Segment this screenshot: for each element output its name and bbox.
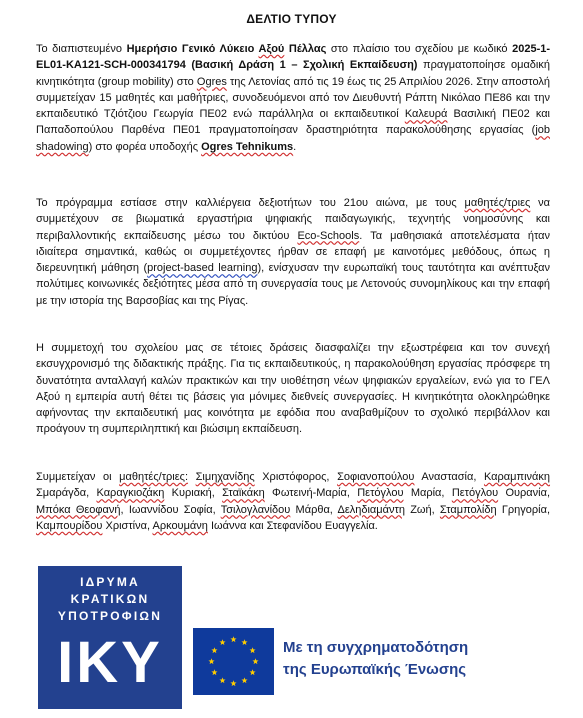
participant-rest: Μαρία,	[403, 487, 452, 500]
iky-line3: ΥΠΟΤΡΟΦΙΩΝ	[57, 609, 163, 623]
text: να συμμετέχουν σε βιωματικά εργαστήρια ψηφιακής παιδαγωγικής, τεχνητής νοημοσύνης και περιβαλλοντικής εκπαίδευσης μέσω του δικτύου	[36, 197, 550, 242]
iky-logo	[38, 566, 182, 709]
participant-surname: Σταμπολίδη	[439, 503, 497, 516]
participant-surname: Τσιλογλανίδου	[220, 503, 291, 516]
participant-surname: Καραγκιοζάκη	[96, 487, 165, 500]
text: Ogres	[196, 75, 227, 88]
text: Πέλλας	[284, 43, 327, 55]
text: Καλευρά	[404, 108, 448, 121]
participant-surname: Δεληδιαμάντη	[337, 503, 405, 516]
project-code: 2025-1-EL01-KA121-SCH-000341794 (Βασική Δράση 1 – Σχολική Εκπαίδευση)	[36, 43, 551, 72]
text: job shadowing	[36, 124, 550, 153]
participant-rest: Ζωή,	[404, 503, 440, 516]
participant-surname: Σταϊκάκη	[222, 487, 265, 500]
text: της Λετονίας από τις 19 έως τις 25 Απριλίου 2026. Στην αποστολή συμμετείχαν 15 μαθητές και μαθήτριες, συνοδευόμενοι από τον Διευθυντή Ράπτη Νικόλαο ΠΕ86 και την εκπαιδευτικό Τζιότζιου Γεωργία ΠΕ02 ενώ παράλληλα οι εκπαιδευτικοί	[36, 75, 551, 121]
press-release-title: ΔΕΛΤΙΟ ΤΥΠΟΥ	[246, 12, 337, 26]
paragraph-program	[36, 195, 550, 309]
participant-rest: Κυριακή,	[164, 487, 223, 500]
participant-surname: Αρκουμάνη	[152, 519, 208, 532]
text: στο πλαίσιο του σχεδίου με κωδικό	[326, 43, 513, 55]
participant-rest: Ιωάννα και Στεφανίδου Ευαγγελία.	[207, 519, 378, 532]
host-organization: Ogres Tehnikums	[201, 140, 294, 153]
eu-cofunded-text	[283, 637, 468, 681]
iky-line2: ΚΡΑΤΙΚΩΝ	[70, 592, 150, 606]
text: Το διαπιστευμένο	[36, 43, 127, 55]
text: μαθητές/τριες:	[119, 471, 189, 483]
text: μαθητές/τριες	[464, 197, 531, 209]
text: Το πρόγραμμα εστίασε στην καλλιέργεια δεξιοτήτων του 21ου αιώνα, με τους	[36, 197, 465, 209]
eu-cofunded-logo	[193, 624, 537, 709]
text: ), ενίσχυσαν την ευρωπαϊκή τους ταυτότητα και ανέπτυξαν πολύτιμες κοινωνικές δεξιότητες μέσα από τη συνεργασία τους με Λετονούς συνομηλίκους και την επαφή με την ιστορία της Βαρσοβίας και της Ρίγας.	[36, 262, 550, 307]
participant-rest: Γρηγορία,	[496, 503, 551, 516]
text: Αξού	[258, 43, 285, 55]
participant-surname: Σιμηχανίδης	[195, 471, 255, 483]
participant-rest: Σμαράγδα,	[36, 487, 97, 500]
text: ) στο φορέα υποδοχής	[88, 140, 202, 153]
participant-rest: Αναστασία,	[414, 471, 484, 483]
participant-rest: Φωτεινή-Μαρία,	[264, 487, 358, 500]
eu-flag-icon	[193, 628, 274, 695]
paragraph-participants	[36, 469, 550, 534]
participant-rest: Χριστίνα,	[102, 519, 153, 532]
participant-rest: Μάρθα,	[290, 503, 338, 516]
eu-line1: Με τη συγχρηματοδότηση	[283, 639, 469, 656]
text: Βασιλική ΠΕ02 και Παπαδοπούλου Παρθένα ΠΕ01 πραγματοποίησαν δραστηριότητα παρακολούθησης εργασίας (	[36, 108, 550, 137]
text: πραγματοποίησε ομαδική κινητικότητα (group mobility) στο	[36, 59, 550, 88]
text: project-based learning	[147, 262, 258, 275]
participant-surname: Σοφιανοπούλου	[337, 471, 415, 483]
participant-rest: Χριστόφορος,	[254, 471, 338, 483]
text: . Τα μαθησιακά αποτελέσματα ήταν ιδιαίτερα σημαντικά, καθώς οι συμμετέχοντες ήρθαν σε επαφή με καινοτόμες μεθόδους, όπως η διερευνητική μάθηση (	[36, 229, 550, 275]
participant-surname: Καραμπινάκη	[483, 471, 551, 483]
paragraph-participation: Η συμμετοχή του σχολείου μας σε τέτοιες δράσεις διασφαλίζει την εξωστρέφεια και τον συνεχή εκσυγχρονισμό της διδακτικής πράξης. Για τις εκπαιδευτικούς, η παρακολούθηση εργασίας πρόσφερε τη δυνατότητα ανταλλαγή καλών πρακτικών και την υιοθέτηση νέων ψηφιακών εργαλείων, ενώ για το ΓΕΛ Αξού η εμπειρία αυτή θέτει τις βάσεις για μόνιμες διεθνείς συνεργασίες. Η κινητικότητα ολοκληρώθηκε αφήνοντας την εκπαιδευτική μας κοινότητα με εφόδια που αναβαθμίζουν το σχολικό περιβάλλον και προάγουν τη συμπεριληπτική και βιώσιμη εκπαίδευση.	[36, 342, 550, 436]
paragraph-intro	[36, 41, 550, 155]
text: Ημερήσιο Γενικό Λύκειο	[126, 43, 259, 55]
participant-surname: Πετόγλου	[357, 487, 404, 500]
participant-surname: Πετόγλου	[451, 487, 499, 500]
eu-line2: της Ευρωπαϊκής Ένωσης	[283, 661, 467, 678]
iky-line1: ΙΔΡΥΜΑ	[80, 575, 140, 589]
participant-rest: Ουρανία,	[498, 487, 550, 500]
participant-surname: Μπόκα Θεοφανή	[36, 503, 121, 516]
participant-rest: , Ιωαννίδου Σοφία,	[120, 503, 221, 516]
text: Eco-Schools	[297, 229, 360, 242]
iky-acronym: IKY	[57, 630, 163, 695]
text: .	[293, 140, 297, 153]
participant-surname: Καμπουρίδου	[36, 519, 103, 532]
text: Συμμετείχαν οι	[36, 471, 120, 483]
